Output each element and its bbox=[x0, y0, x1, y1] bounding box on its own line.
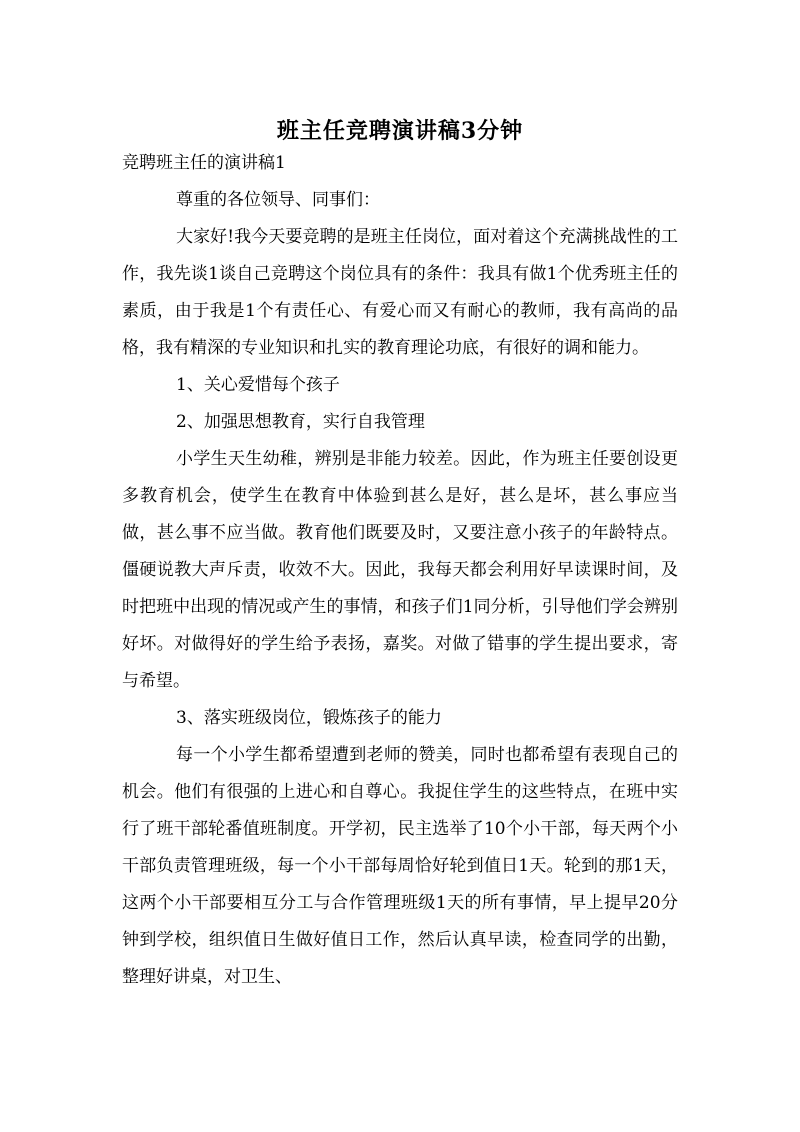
paragraph-intro: 大家好!我今天要竞聘的是班主任岗位，面对着这个充满挑战性的工作，我先谈1谈自己竞聘这个岗位具有的条件：我具有做1个优秀班主任的素质，由于我是1个有责任心、有爱心而又有耐心的教师，我有高尚的品格，我有精深的专业知识和扎实的教育理论功底，有很好的调和能力。 bbox=[122, 227, 678, 358]
document-title: 班主任竞聘演讲稿3分钟 bbox=[276, 117, 524, 144]
document-subtitle: 竞聘班主任的演讲稿1 bbox=[122, 153, 286, 173]
document-body bbox=[122, 145, 678, 996]
section-heading-2: 2、加强思想教育，实行自我管理 bbox=[176, 412, 425, 432]
greeting-line: 尊重的各位领导、同事们： bbox=[176, 190, 380, 210]
paragraph-class-duty: 每一个小学生都希望遭到老师的赞美，同时也都希望有表现自己的机会。他们有很强的上进心和自尊心。我捉住学生的这些特点，在班中实行了班干部轮番值班制度。开学初，民主选举了10个小干部，每天两个小干部负责管理班级，每一个小干部每周恰好轮到值日1天。轮到的那1天，这两个小干部要相互分工与合作管理班级1天的所有事情，早上提早20分钟到学校，组织值日生做好值日工作，然后认真早读，检查同学的出勤，整理好讲桌，对卫生、 bbox=[122, 745, 678, 987]
paragraph-education: 小学生天生幼稚，辨别是非能力较差。因此，作为班主任要创设更多教育机会，使学生在教育中体验到甚么是好，甚么是坏，甚么事应当做，甚么事不应当做。教育他们既要及时，又要注意小孩子的年龄特点。僵硬说教大声斥责，收效不大。因此，我每天都会利用好早读课时间，及时把班中出现的情况或产生的事情，和孩子们1同分析，引导他们学会辨别好坏。对做得好的学生给予表扬，嘉奖。对做了错事的学生提出要求，寄与希望。 bbox=[122, 449, 678, 691]
section-heading-1: 1、关心爱惜每个孩子 bbox=[176, 375, 340, 395]
section-heading-3: 3、落实班级岗位，锻炼孩子的能力 bbox=[176, 708, 442, 728]
